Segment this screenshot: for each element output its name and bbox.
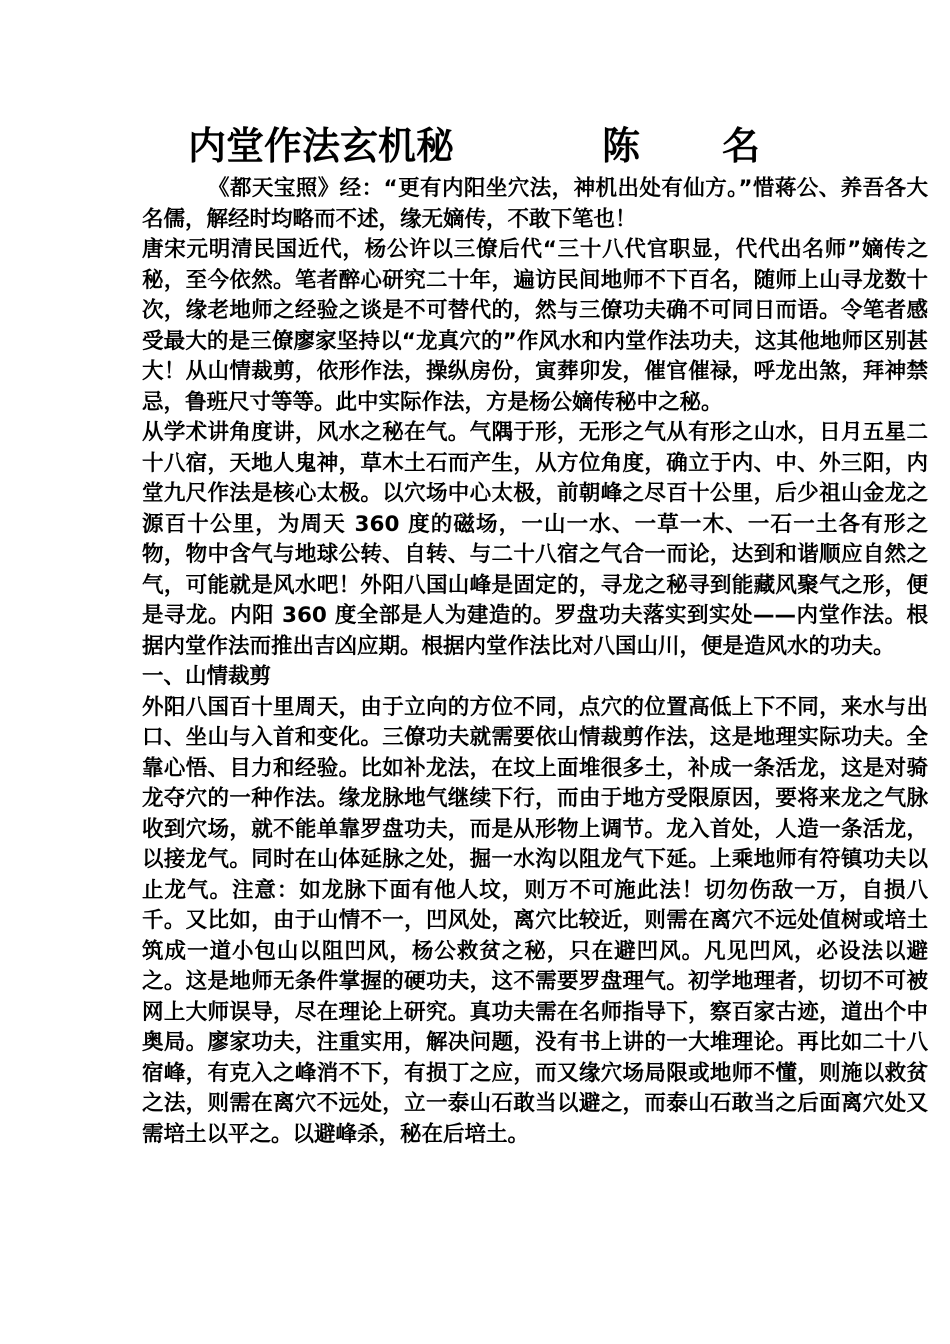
document-page: [142, 118, 928, 1150]
document-author: 陈名: [602, 124, 843, 168]
section-body: 外阳八国百十里周天，由于立向的方位不同，点穴的位置高低上下不同，来水与出口、坐山与入首和变化。三僚功夫就需要依山情裁剪作法，这是地理实际功夫。全靠心悟、目力和经验。比如补龙法，在坟上面堆很多土，补成一条活龙，这是对骑龙夺穴的一种作法。缘龙脉地气继续下行，而由于地方受限原因，要将来龙之气脉收到穴场，就不能单靠罗盘功夫，而是从形物上调节。龙入首处，人造一条活龙，以接龙气。同时在山体延脉之处，掘一水沟以阻龙气下延。上乘地师有符镇功夫以止龙气。注意：如龙脉下面有他人坟，则万不可施此法！切勿伤敌一万，自损八千。又比如，由于山情不一，凹风处，离穴比较近，则需在离穴不远处值树或培土筑成一道小包山以阻凹风，杨公救贫之秘，只在避凹风。凡见凹风，必设法以避之。这是地师无条件掌握的硬功夫，这不需要罗盘理气。初学地理者，切切不可被网上大师误导，尽在理论上研究。真功夫需在名师指导下，察百家古迹，道出个中奥局。廖家功夫，注重实用，解决问题，没有书上讲的一大堆理论。再比如二十八宿峰，有克入之峰消不下，有损丁之应，而又缘穴场局限或地师不懂，则施以救贫之法，则需在离穴不远处，立一泰山石敢当以避之，而泰山石敢当之后面离穴处又需培土以平之。以避峰杀，秘在后培土。: [142, 694, 928, 1147]
section-heading: 一、山情裁剪: [142, 664, 272, 689]
paragraph-intro: 《都天宝照》经：“更有内阳坐穴法，神机出处有仙方。”惜蒋公、养吾各大名儒，解经时均略而不述，缘无嫡传，不敢下笔也！: [142, 176, 928, 232]
document-title: 内堂作法玄机秘: [188, 124, 455, 168]
paragraph-theory: 从学术讲角度讲，风水之秘在气。气隅于形，无形之气从有形之山水，日月五星二十八宿，天地人鬼神，草木土石而产生，从方位角度，确立于内、中、外三阳，内堂九尺作法是核心太极。以穴场中心太极，前朝峰之尽百十公里，后少祖山金龙之源百十公里，为周天 360 度的磁场，一山一水、一草一木、一石一土各有形之物，物中含气与地球公转、自转、与二十八宿之气合一而论，达到和谐顺应自然之气，可能就是风水吧！外阳八国山峰是固定的，寻龙之秘寻到能藏风聚气之形，便是寻龙。内阳 360 度全部是人为建造的。罗盘功夫落实到实处——内堂作法。根据内堂作法而推出吉凶应期。根据内堂作法比对八国山川，便是造风水的功夫。: [142, 420, 928, 659]
paragraph-lineage: 唐宋元明清民国近代，杨公许以三僚后代“三十八代官职显，代代出名师”嫡传之秘，至今依然。笔者醉心研究二十年，遍访民间地师不下百名，随师上山寻龙数十次，缘老地师之经验之谈是不可替代的，然与三僚功夫确不可同日而语。令笔者感受最大的是三僚廖家坚持以“龙真穴的”作风水和内堂作法功夫，这其他地师区别甚大！从山情裁剪，依形作法，操纵房份，寅葬卯发，催官催禄，呼龙出煞，拜神禁忌，鲁班尺寸等等。此中实际作法，方是杨公嫡传秘中之秘。: [142, 237, 928, 415]
title-row: [142, 118, 928, 174]
